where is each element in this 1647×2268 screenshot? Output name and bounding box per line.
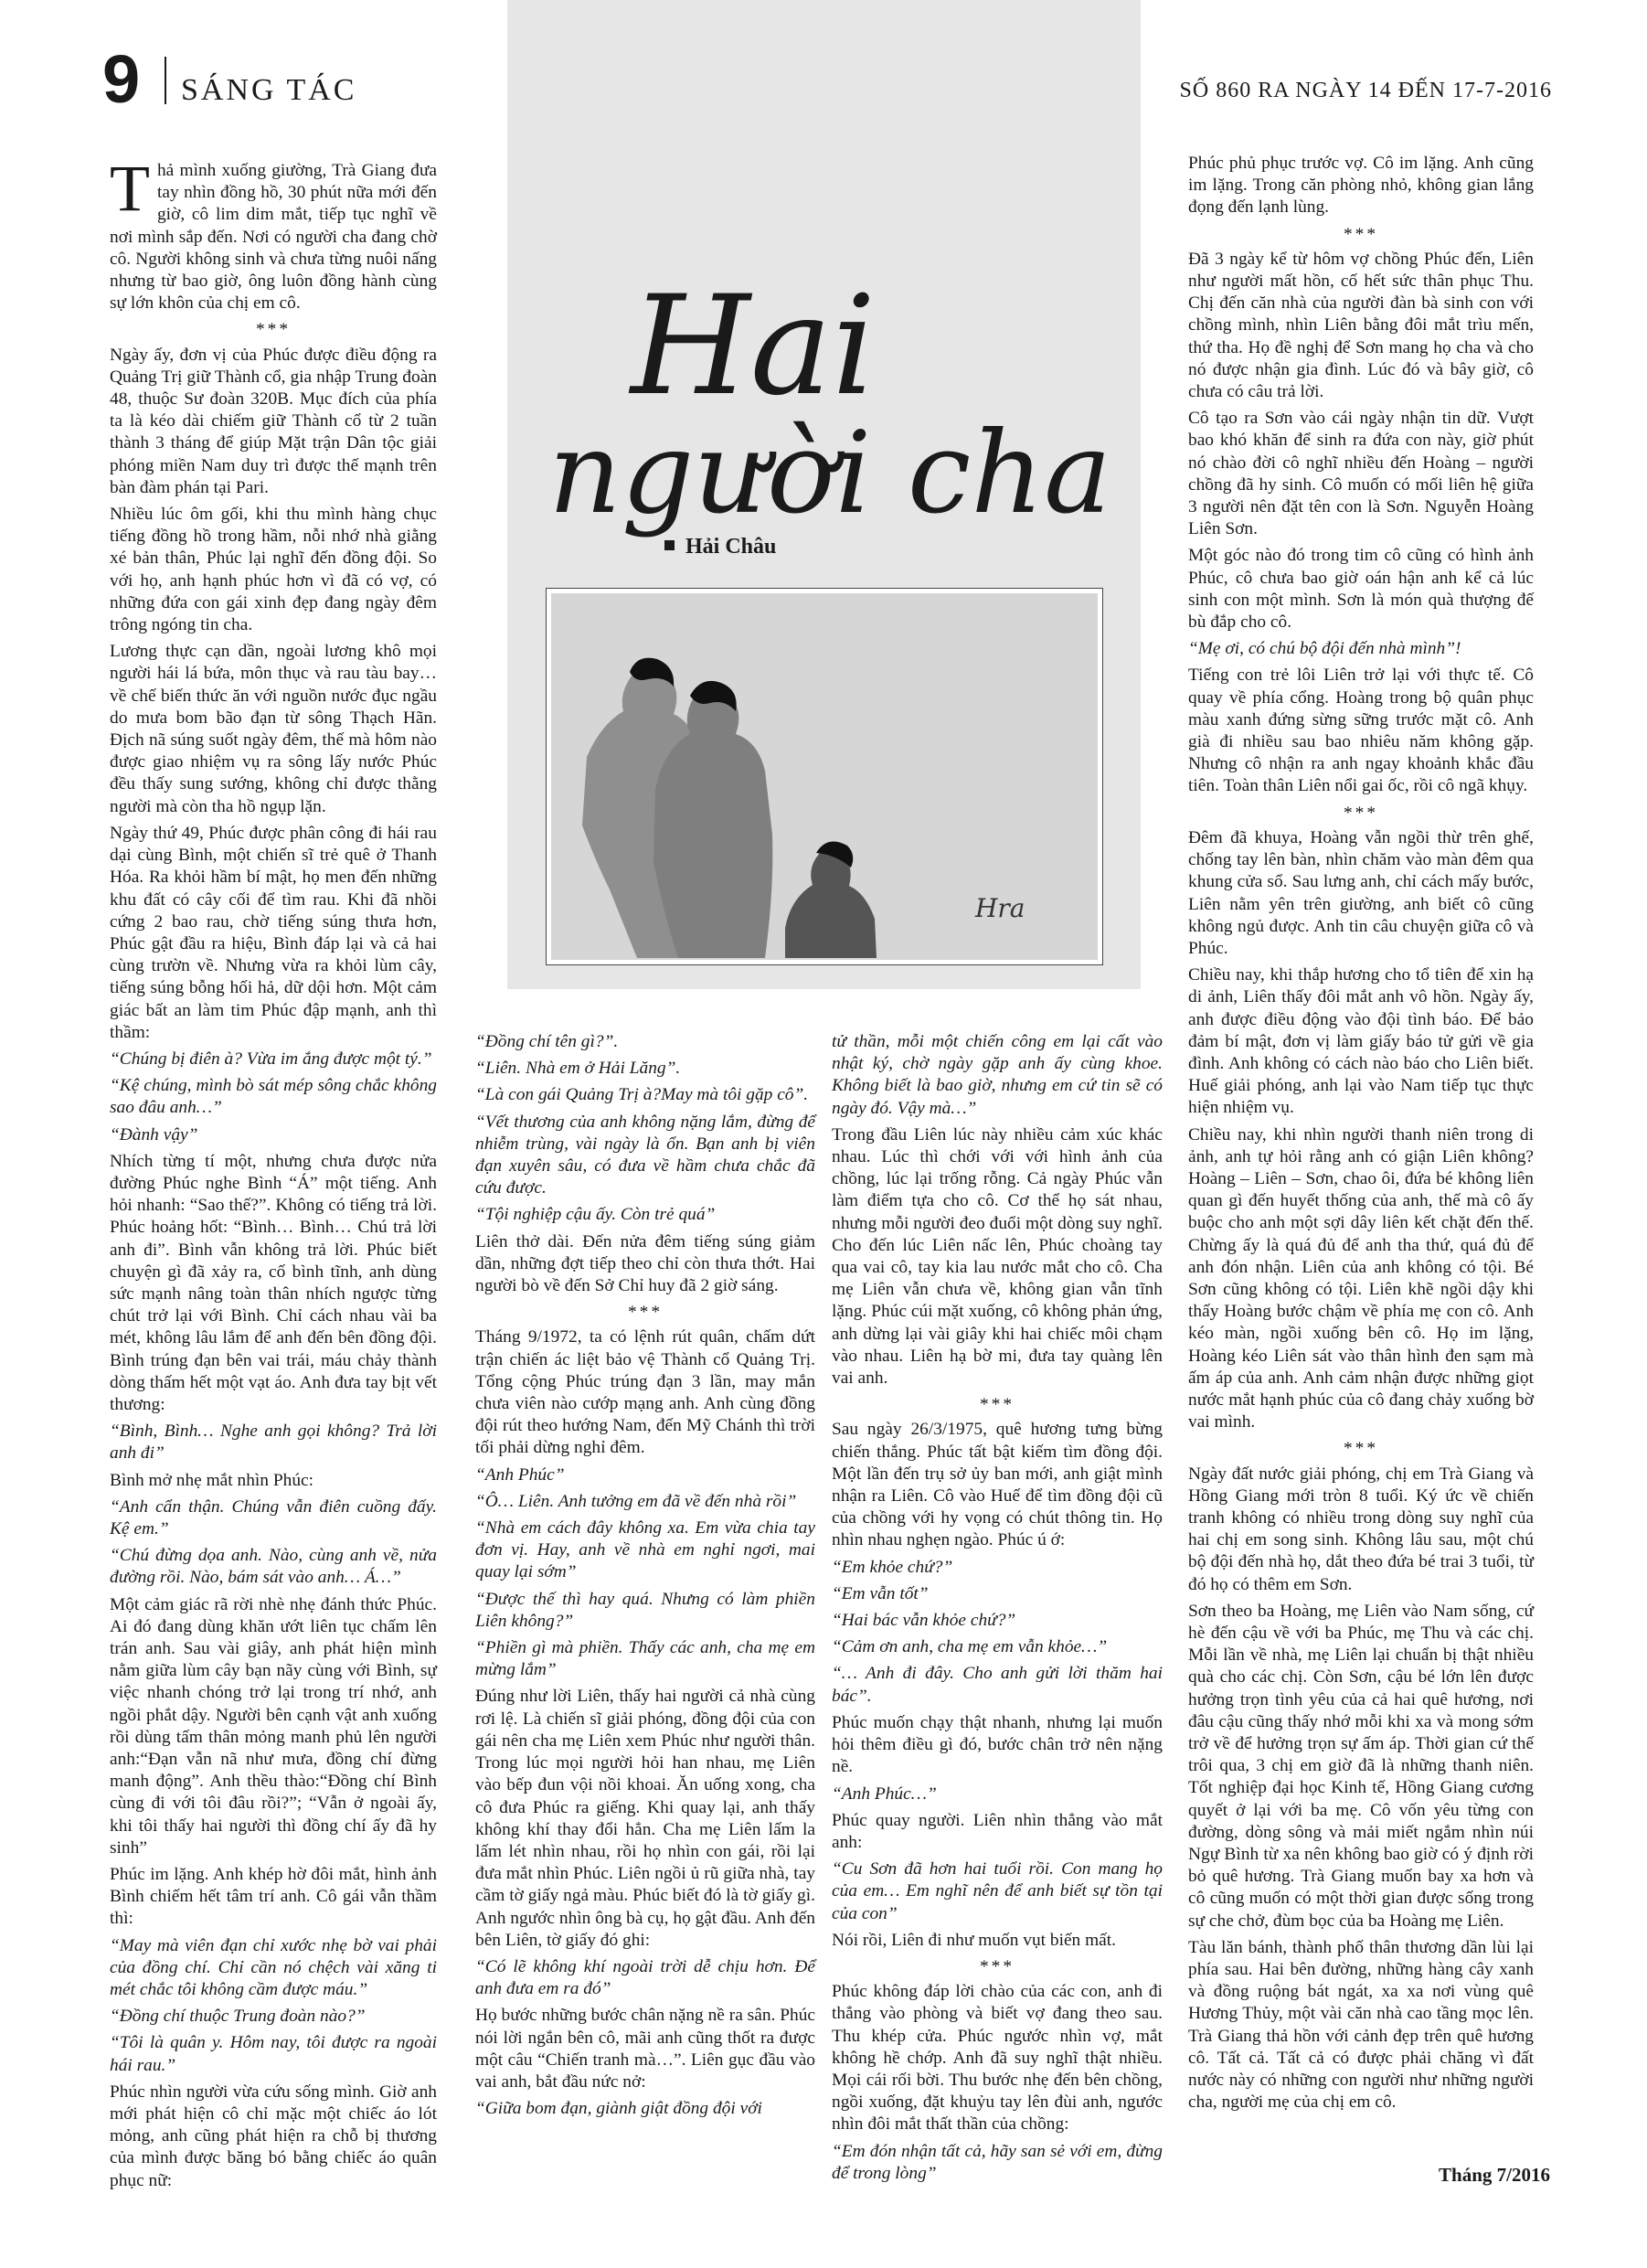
paragraph: Chiều nay, khi thắp hương cho tổ tiên để xin hạ di ảnh, Liên thấy đôi mắt anh vô hồn. Ngày ấy, anh được điều động vào đội tình báo. Để bảo đảm bí mật, đơn vị làm giấy báo tử gửi về gia đình. Anh không có cách nào báo cho Liên biết. Huế giải phóng, anh lại vào Nam tiếp tục thực hiện nhiệm vụ.	[1188, 965, 1534, 1118]
dialogue-line: “Tội nghiệp cậu ấy. Còn trẻ quá”	[475, 1205, 716, 1225]
paragraph: Phúc im lặng. Anh khép hờ đôi mắt, hình ảnh Bình chiếm hết tâm trí anh. Cô gái vẫn thầm thì:	[110, 1865, 437, 1929]
paragraph: Trong đầu Liên lúc này nhiều cảm xúc khác nhau. Lúc thì chới với với hình ảnh của chồng, lúc lại trống rỗng. Cả ngày Phúc vẫn làm điểm tựa cho cô. Cơ thể họ sát nhau, nhưng mỗi người đeo đuổi một dòng suy nghĩ. Cho đến lúc Liên nấc lên, Phúc choàng tay qua vai cô, tay kia lau nước mắt cho cô. Cha mẹ Liên vẫn chưa về, không gian vẫn tĩnh lặng. Phúc cúi mặt xuống, cô không phản ứng, anh dừng lại vài giây khi hai chiếc môi chạm vào nhau. Liên hạ bờ mi, đưa tay quàng lên vai anh.	[832, 1124, 1163, 1389]
dialogue-line: “Chúng bị điên à? Vừa im ắng được một tý.”	[110, 1049, 432, 1069]
dialogue-line: “May mà viên đạn chỉ xước nhẹ bờ vai phải của đồng chí. Chỉ cần nó chệch vài xăng ti mét chắc tôi không cầm được máu.”	[110, 1935, 437, 2000]
footer-date: Tháng 7/2016	[1439, 2164, 1550, 2186]
section-separator: ***	[1343, 224, 1379, 244]
dialogue-line: “Vết thương của anh không nặng lắm, đừng để nhiễm trùng, vài ngày là ổn. Bạn anh bị viên đạn xuyên sâu, có đưa về hầm chưa chắc đã cứu được.	[475, 1112, 815, 1198]
author-name: Hải Châu	[685, 535, 777, 559]
section-title: SÁNG TÁC	[181, 73, 357, 107]
issue-info: SỐ 860 RA NGÀY 14 ĐẾN 17-7-2016	[1179, 79, 1552, 102]
dialogue-line: “Chú đừng dọa anh. Nào, cùng anh về, nửa đường rồi. Nào, bám sát vào anh… Á…”	[110, 1546, 437, 1588]
paragraph: Phúc không đáp lời chào của các con, anh đi thẳng vào phòng và biết vợ đang theo sau. Thu khép cửa. Phúc ngước nhìn vợ, mắt không hề chớp. Anh đã suy nghĩ thật nhiều. Mọi cái rối bời. Thu bước nhẹ đến bên chồng, ngồi xuống, đặt khuỷu tay lên đùi anh, ngước nhìn đôi mắt thất thần của chồng:	[832, 1982, 1163, 2135]
paragraph: Chiều nay, khi nhìn người thanh niên trong di ảnh, anh tự hỏi rằng anh có giận Liên không? Hoàng – Liên – Sơn, chao ôi, đứa bé không liên quan gì đến huyết thống của anh, thế mà cô ấy buộc cho anh một sợi dây liên kết chặt đến thế. Chừng ấy là quá đủ để anh tha thứ, quá đủ để anh đón nhận. Liên của anh không có tội. Bé Sơn cũng không có tội. Liên khẽ ngồi dậy khi thấy Hoàng bước chậm về phía mẹ con cô. Anh kéo màn, ngồi xuống bên cô. Họ im lặng, Hoàng kéo Liên sát vào thân hình đen sạm mà ấm áp của anh. Anh cảm nhận được những giọt nước mắt hạnh phúc của cô đang chảy xuống bờ vai mình.	[1188, 1124, 1534, 1432]
paragraph: Phúc muốn chạy thật nhanh, nhưng lại muốn hỏi thêm điều gì đó, bước chân trở nên nặng nề.	[832, 1712, 1163, 1777]
dialogue-line: “Phiền gì mà phiền. Thấy các anh, cha mẹ em mừng lắm”	[475, 1638, 815, 1680]
dialogue-line: tử thần, mỗi một chiến công em lại cất vào nhật ký, chờ ngày gặp anh ấy cùng khoe. Không biết là bao giờ, nhưng em cứ tin sẽ có ngày đó. Vậy mà…”	[832, 1032, 1163, 1118]
dialogue-line: “Em đón nhận tất cả, hãy san sẻ với em, đừng để trong lòng”	[832, 2141, 1163, 2183]
dialogue-line: “Em khỏe chứ?”	[832, 1557, 953, 1577]
paragraph: Tiếng con trẻ lôi Liên trở lại với thực tế. Cô quay về phía cổng. Hoàng trong bộ quân phục màu xanh đứng sừng sững trước mặt cô. Anh già đi nhiều sau bao nhiêu năm không gặp. Nhưng cô nhận ra anh ngay khoảnh khắc đầu tiên. Toàn thân Liên nổi gai ốc, rồi cô ngã khụy.	[1188, 665, 1534, 796]
paragraph: Họ bước những bước chân nặng nề ra sân. Phúc nói lời ngắn bên cô, mãi anh cũng thốt ra được một câu “Chiến tranh mà…”. Liên gục đầu vào vai anh, bắt đầu nức nở:	[475, 2006, 815, 2092]
drop-cap: T	[110, 152, 150, 225]
dialogue-line: “Anh Phúc…”	[832, 1784, 937, 1804]
column-3	[832, 1031, 1163, 2189]
dialogue-line: “Kệ chúng, mình bò sát mép sông chắc không sao đâu anh…”	[110, 1076, 437, 1118]
author-byline	[664, 535, 776, 559]
section-separator: ***	[979, 1956, 1015, 1976]
dialogue-line: “Tôi là quân y. Hôm nay, tôi được ra ngoài hái rau.”	[110, 2033, 437, 2075]
section-separator: ***	[627, 1303, 664, 1323]
dialogue-line: “Cu Sơn đã hơn hai tuổi rồi. Con mang họ của em… Em nghĩ nên để anh biết sự tồn tại của con”	[832, 1859, 1163, 1923]
paragraph: Một cảm giác rã rời nhè nhẹ đánh thức Phúc. Ai đó đang dùng khăn ướt liên tục chấm lên trán anh. Sau vài giây, anh phát hiện mình nằm giữa lùm cây bạn nãy cùng với Bình, sự việc nhanh chóng trở lại trong trí nhớ, anh ngồi phắt dậy. Người bên cạnh vật anh xuống rồi dùng tấm thân mỏng manh phủ lên người anh:“Đạn vẫn nã như mưa, đồng chí đừng manh động”. Anh thều thào:“Đồng chí Bình cùng đi với tôi đâu rồi?”; “Vẫn ở ngoài ấy, khi tôi thấy hai người thì đồng chí ấy đã hy sinh”	[110, 1594, 437, 1858]
paragraph: Phúc phủ phục trước vợ. Cô im lặng. Anh cũng im lặng. Trong căn phòng nhỏ, không gian lắng đọng đến lạnh lùng.	[1188, 154, 1534, 218]
paragraph: Nói rồi, Liên đi như muốn vụt biến mất.	[832, 1930, 1117, 1950]
paragraph: Lương thực cạn dần, ngoài lương khô mọi người hái lá bứa, môn thục và rau tàu bay… về chế biến thức ăn với nguồn nước đục ngầu do mưa bom bão đạn từ sông Thạch Hãn. Địch nã súng suốt ngày đêm, thế mà hôm nào được giao nhiệm vụ ra sông lấy nước Phúc đều thấy sung sướng, không chỉ được thằng người mà còn tha hồ ngụp lặn.	[110, 642, 437, 816]
dialogue-line: “Được thế thì hay quá. Nhưng có làm phiền Liên không?”	[475, 1589, 815, 1631]
illustration-signature: Hra	[975, 893, 1025, 923]
dialogue-line: “Liên. Nhà em ở Hải Lăng”.	[475, 1059, 681, 1079]
paragraph: Bình mở nhẹ mắt nhìn Phúc:	[110, 1470, 314, 1490]
dialogue-line: “Giữa bom đạn, giành giật đồng đội với	[475, 2099, 762, 2119]
paragraph: Sơn theo ba Hoàng, mẹ Liên vào Nam sống, cứ hè đến cậu về với ba Phúc, mẹ Thu và các chị. Mỗi lần về nhà, mẹ Liên lại chuẩn bị thật nhiều quà cho các chị. Còn Sơn, cậu bé lớn lên được hưởng trọn tình yêu của cả hai quê hương, nơi đâu cậu cũng thấy nhớ mỗi khi xa và mong sớm trở về để hưởng trọn sự ấm áp. Thời gian cứ thế trôi qua, 3 chị em giờ đã là những thanh niên. Tốt nghiệp đại học Kinh tế, Hồng Giang cương quyết ở lại với ba mẹ. Cô vốn yêu từng con đường, dòng sông và mải miết ngắm nhìn núi Ngự Bình từ xa nên không bao giờ có ý định rời bỏ quê hương. Trà Giang muốn bay xa hơn và cô cũng muốn có một thời gian được sống trong sự che chở, đùm bọc của ba Hoàng mẹ Liên.	[1188, 1601, 1534, 1931]
dialogue-line: “Nhà em cách đây không xa. Em vừa chia tay đơn vị. Hay, anh về nhà em nghỉ ngơi, mai quay lại sớm”	[475, 1518, 815, 1582]
page-number: 9	[102, 41, 141, 117]
paragraph: Tháng 9/1972, ta có lệnh rút quân, chấm dứt trận chiến ác liệt bảo vệ Thành cổ Quảng Trị. Tổng cộng Phúc trúng đạn 3 lần, may mắn chưa viên nào cướp mạng anh. Anh cùng đồng đội rút theo hướng Nam, đến Mỹ Chánh thì trời tối phải dừng nghỉ đêm.	[475, 1327, 815, 1458]
paragraph: Một góc nào đó trong tim cô cũng có hình ảnh Phúc, cô chưa bao giờ oán hận anh kể cả lúc sinh con một mình. Sơn là món quà thượng đế bù đắp cho cô.	[1188, 546, 1534, 633]
dialogue-line: “… Anh đi đây. Cho anh gửi lời thăm hai bác”.	[832, 1664, 1163, 1706]
dialogue-line: “Anh cẩn thận. Chúng vẫn điên cuồng đấy. Kệ em.”	[110, 1496, 437, 1539]
paragraph: Ngày ấy, đơn vị của Phúc được điều động ra Quảng Trị giữ Thành cổ, gia nhập Trung đoàn 48, thuộc Sư đoàn 320B. Mục đích của phía ta là kéo dài chiếm giữ Thành cổ từ 2 tuần thành 3 tháng để giúp Mặt trận Dân tộc giải phóng miền Nam duy trì được thế mạnh trên bàn đàm phán tại Pari.	[110, 345, 437, 497]
paragraph: Liên thở dài. Đến nửa đêm tiếng súng giảm dần, những đợt tiếp theo chỉ còn thưa thớt. Hai người bò về đến Sở Chỉ huy đã 2 giờ sáng.	[475, 1231, 815, 1296]
paragraph: Cô tạo ra Sơn vào cái ngày nhận tin dữ. Vượt bao khó khăn để sinh ra đứa con này, giờ phút nó chào đời cô nghĩ nhiều đến Hoàng – người chồng đã hy sinh. Cô muốn có mối liên hệ giữa 3 người nên đặt tên con là Sơn. Nguyễn Hoàng Liên Sơn.	[1188, 409, 1534, 539]
section-separator: ***	[1343, 1439, 1379, 1459]
dialogue-line: “Đồng chí tên gì?”.	[475, 1032, 619, 1051]
section-separator: ***	[255, 320, 292, 340]
title-line-2: người cha	[548, 408, 1112, 539]
column-4	[1188, 153, 1534, 2118]
paragraph: Ngày đất nước giải phóng, chị em Trà Giang và Hồng Giang mới tròn 8 tuổi. Ký ức về chiến tranh không có nhiều trong dòng suy nghĩ của hai chị em song sinh. Không lâu sau, một chú bộ đội đến nhà họ, dắt theo đứa bé trai 3 tuổi, từ đó họ có thêm em Sơn.	[1188, 1464, 1534, 1594]
dialogue-line: “Cảm ơn anh, cha mẹ em vẫn khỏe…”	[832, 1637, 1108, 1657]
paragraph: Ngày thứ 49, Phúc được phân công đi hái rau dại cùng Bình, một chiến sĩ trẻ quê ở Thanh Hóa. Ra khỏi hầm bí mật, họ men đến những khu đất có cây cối để tìm rau. Khi đã nhồi cứng 2 bao rau, chờ tiếng súng thưa hơn, Phúc gật đầu ra hiệu, Bình đáp lại và cả hai cùng trườn về. Nhưng vừa ra khỏi lùm cây, tiếng súng bỗng hối hả, dữ dội hơn. Một cảm giác bất an làm tim Phúc đập mạnh, anh thì thầm:	[110, 823, 437, 1042]
dialogue-line: “Hai bác vẫn khỏe chứ?”	[832, 1611, 1016, 1631]
paragraph: Nhích từng tí một, nhưng chưa được nửa đường Phúc nghe Bình “Á” một tiếng. Anh hỏi nhanh: “Sao thế?”. Không có tiếng trả lời. Phúc hoảng hốt: “Bình… Bình… Chú trả lời anh đi”. Bình vẫn không trả lời. Phúc biết chuyện gì đã xảy ra, cố bình tĩnh, anh dùng sức mạnh nâng toàn thân nhích ngược từng chút trở lại với Bình. Chỉ cách nhau vài ba mét, không lâu lắm để anh đến bên đồng đội. Bình trúng đạn bên vai trái, máu chảy thành dòng thấm hết một vạt áo. Anh đưa tay bịt vết thương:	[110, 1151, 437, 1414]
dialogue-line: “Ô… Liên. Anh tưởng em đã về đến nhà rồi”	[475, 1491, 797, 1511]
title-line-1: Hai	[631, 267, 877, 426]
dialogue-line: “Bình, Bình… Nghe anh gọi không? Trả lời anh đi”	[110, 1421, 437, 1464]
section-separator: ***	[979, 1395, 1015, 1415]
dialogue-line: “Em vẫn tốt”	[832, 1583, 929, 1603]
dialogue-line: “Đành vậy”	[110, 1124, 198, 1145]
dialogue-line: “Là con gái Quảng Trị à?May mà tôi gặp cô”.	[475, 1085, 809, 1105]
paragraph: Phúc nhìn người vừa cứu sống mình. Giờ anh mới phát hiện cô chỉ mặc một chiếc áo lót mỏng, anh cũng phát hiện ra chỗ bị thương của mình được băng bó bằng chiếc áo quân phục nữ:	[110, 2082, 437, 2190]
illustration	[546, 588, 1103, 965]
paragraph: Phúc quay người. Liên nhìn thẳng vào mắt anh:	[832, 1810, 1163, 1852]
column-1	[110, 152, 437, 2197]
dialogue-line: “Có lẽ không khí ngoài trời dễ chịu hơn. Để anh đưa em ra đó”	[475, 1956, 815, 1999]
dialogue-line: “Anh Phúc”	[475, 1464, 565, 1485]
dialogue-line: “Đồng chí thuộc Trung đoàn nào?”	[110, 2007, 366, 2027]
dialogue-line: “Mẹ ơi, có chú bộ đội đến nhà mình”!	[1188, 639, 1461, 659]
paragraph: Đêm đã khuya, Hoàng vẫn ngồi thừ trên ghế, chống tay lên bàn, nhìn chăm vào màn đêm qua khung cửa sổ. Sau lưng anh, chỉ cách mấy bước, Liên nằm yên trên giường, anh biết cô cũng không ngủ được. Anh tin câu chuyện giữa cô và Phúc.	[1188, 827, 1534, 958]
paragraph: Đúng như lời Liên, thấy hai người cả nhà cùng rơi lệ. Là chiến sĩ giải phóng, đồng đội của con gái nên cha mẹ Liên xem Phúc như người thân. Trong lúc mọi người hỏi han nhau, mẹ Liên vào bếp đun vội nồi khoai. Ăn uống xong, cha cô đưa Phúc ra giếng. Khi quay lại, anh thấy không khí thay đổi hẳn. Cha mẹ Liên lấm la lấm lét nhìn nhau, rồi họ nhìn con gái, rồi lại đưa mắt nhìn Phúc. Liên ngồi ủ rũ giữa nhà, tay cầm tờ giấy ngả màu. Phúc biết đó là tờ giấy gì. Anh ngước nhìn ông bà cụ, họ gật đầu. Anh đến bên Liên, tờ giấy đó ghi:	[475, 1687, 815, 1950]
paragraph: Nhiều lúc ôm gối, khi thu mình hàng chục tiếng đồng hồ trong hầm, nỗi nhớ nhà giằng xé bản thân, Phúc lại nghĩ đến đồng đội. So với họ, anh hạnh phúc hơn vì đã có vợ, có những đứa con gái xinh đẹp đang ngày đêm trông ngóng tin cha.	[110, 505, 437, 635]
section-separator: ***	[1343, 803, 1379, 823]
bullet-icon	[664, 540, 675, 550]
paragraph: Đã 3 ngày kể từ hôm vợ chồng Phúc đến, Liên như người mất hồn, cố hết sức thân phục Thu. Chị đến căn nhà của người đàn bà sinh con với chồng mình, nhìn Liên bằng đôi mắt trìu mến, thứ tha. Họ đề nghị để Sơn mang họ cha và cho nó được nhận gia đình. Lúc đó và bây giờ, cô chưa có câu trả lời.	[1188, 249, 1534, 402]
column-2	[475, 1031, 815, 2124]
paragraph: Thả mình xuống giường, Trà Giang đưa tay nhìn đồng hồ, 30 phút nữa mới đến giờ, cô lim dim mắt, tiếp tục nghĩ về nơi mình sắp đến. Nơi có người cha đang chờ cô. Người không sinh và chưa từng nuôi nấng nhưng từ bao giờ, ông luôn đồng hành cùng sự lớn khôn của chị em cô.	[110, 152, 437, 314]
paragraph: Tàu lăn bánh, thành phố thân thương dần lùi lại phía sau. Hai bên đường, những hàng cây xanh và đồng ruộng bát ngát, xa xa nơi vùng quê Hương Thủy, một vài căn nhà cao tầng mọc lên. Trà Giang thả hồn với cảnh đẹp trên quê hương cô. Tất cả. Tất cả có được phải chăng vì đất nước này có những con người như những người cha, người mẹ của chị em cô.	[1188, 1937, 1534, 2113]
paragraph: Sau ngày 26/3/1975, quê hương tưng bừng chiến thắng. Phúc tất bật kiếm tìm đồng đội. Một lần đến trụ sở ủy ban mới, anh giật mình nhận ra Liên. Cô vào Huế để tìm đồng đội cũ của chồng với hy vọng có chút thông tin. Họ nhìn nhau nghẹn ngào. Phúc ú ớ:	[832, 1420, 1163, 1550]
